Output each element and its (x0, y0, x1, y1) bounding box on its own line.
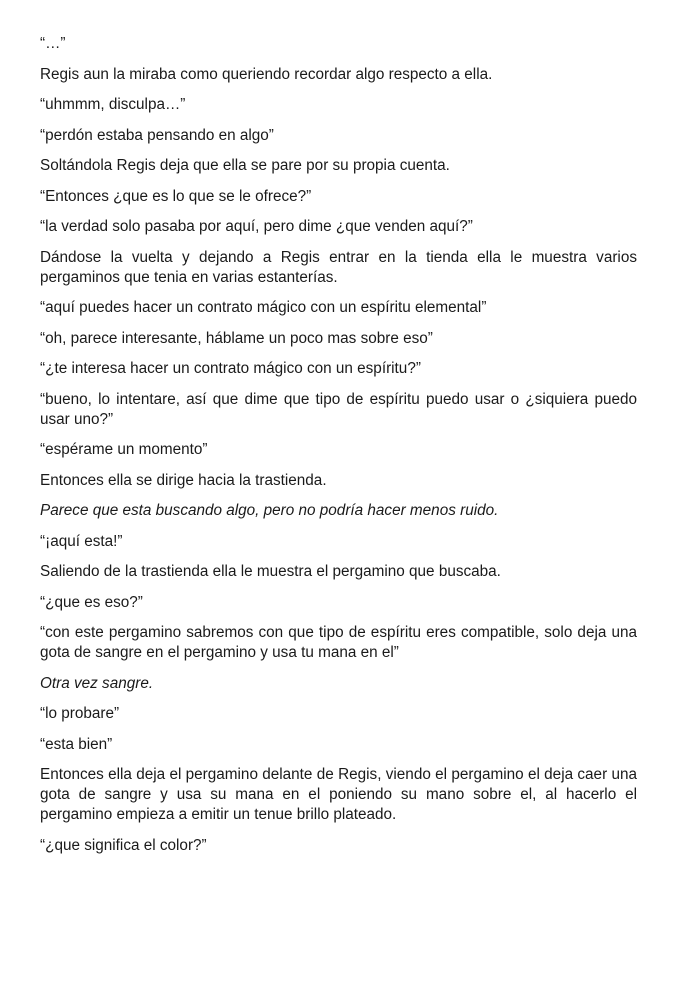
paragraph: Entonces ella se dirige hacia la trastienda. (40, 471, 327, 489)
paragraph: Soltándola Regis deja que ella se pare por su propia cuenta. (40, 157, 450, 174)
italic-paragraph: Otra vez sangre. (40, 674, 154, 692)
paragraph: “espérame un momento” (40, 441, 208, 458)
paragraph: “uhmmm, disculpa…” (40, 96, 186, 113)
paragraph: Dándose la vuelta y dejando a Regis entrar en la tienda ella le muestra varios pergaminos que tenia en varias estanterías. (40, 248, 637, 286)
paragraph: “lo probare” (40, 705, 120, 722)
paragraph: Entonces ella deja el pergamino delante de Regis, viendo el pergamino el deja caer una gota de sangre y usa su mana en el poniendo su mano sobre el, al hacerlo el pergamino empieza a emitir un tenue brillo plateado. (40, 766, 637, 823)
paragraph: “perdón estaba pensando en algo” (40, 126, 274, 144)
paragraph: Regis aun la miraba como queriendo recordar algo respecto a ella. (40, 65, 493, 83)
paragraph: “¿que es eso?” (40, 593, 143, 611)
paragraph: “con este pergamino sabremos con que tipo de espíritu eres compatible, solo deja una gota de sangre en el pergamino y usa tu mana en el” (40, 624, 637, 661)
paragraph: “…” (40, 35, 66, 52)
paragraph: Saliendo de la trastienda ella le muestra el pergamino que buscaba. (40, 563, 501, 580)
paragraph: “¡aquí esta!” (40, 532, 123, 550)
italic-paragraph: Parece que esta buscando algo, pero no podría hacer menos ruido. (40, 502, 499, 519)
paragraph: “oh, parece interesante, háblame un poco mas sobre eso” (40, 329, 433, 347)
document-page (40, 34, 637, 866)
paragraph: “bueno, lo intentare, así que dime que tipo de espíritu puedo usar o ¿siquiera puedo usar uno?” (40, 390, 637, 428)
paragraph: “aquí puedes hacer un contrato mágico con un espíritu elemental” (40, 299, 487, 316)
paragraph: “la verdad solo pasaba por aquí, pero dime ¿que venden aquí?” (40, 218, 473, 235)
paragraph: “esta bien” (40, 735, 113, 753)
paragraph: “¿te interesa hacer un contrato mágico con un espíritu?” (40, 360, 421, 377)
paragraph: “¿que significa el color?” (40, 836, 207, 854)
paragraph: “Entonces ¿que es lo que se le ofrece?” (40, 187, 312, 205)
